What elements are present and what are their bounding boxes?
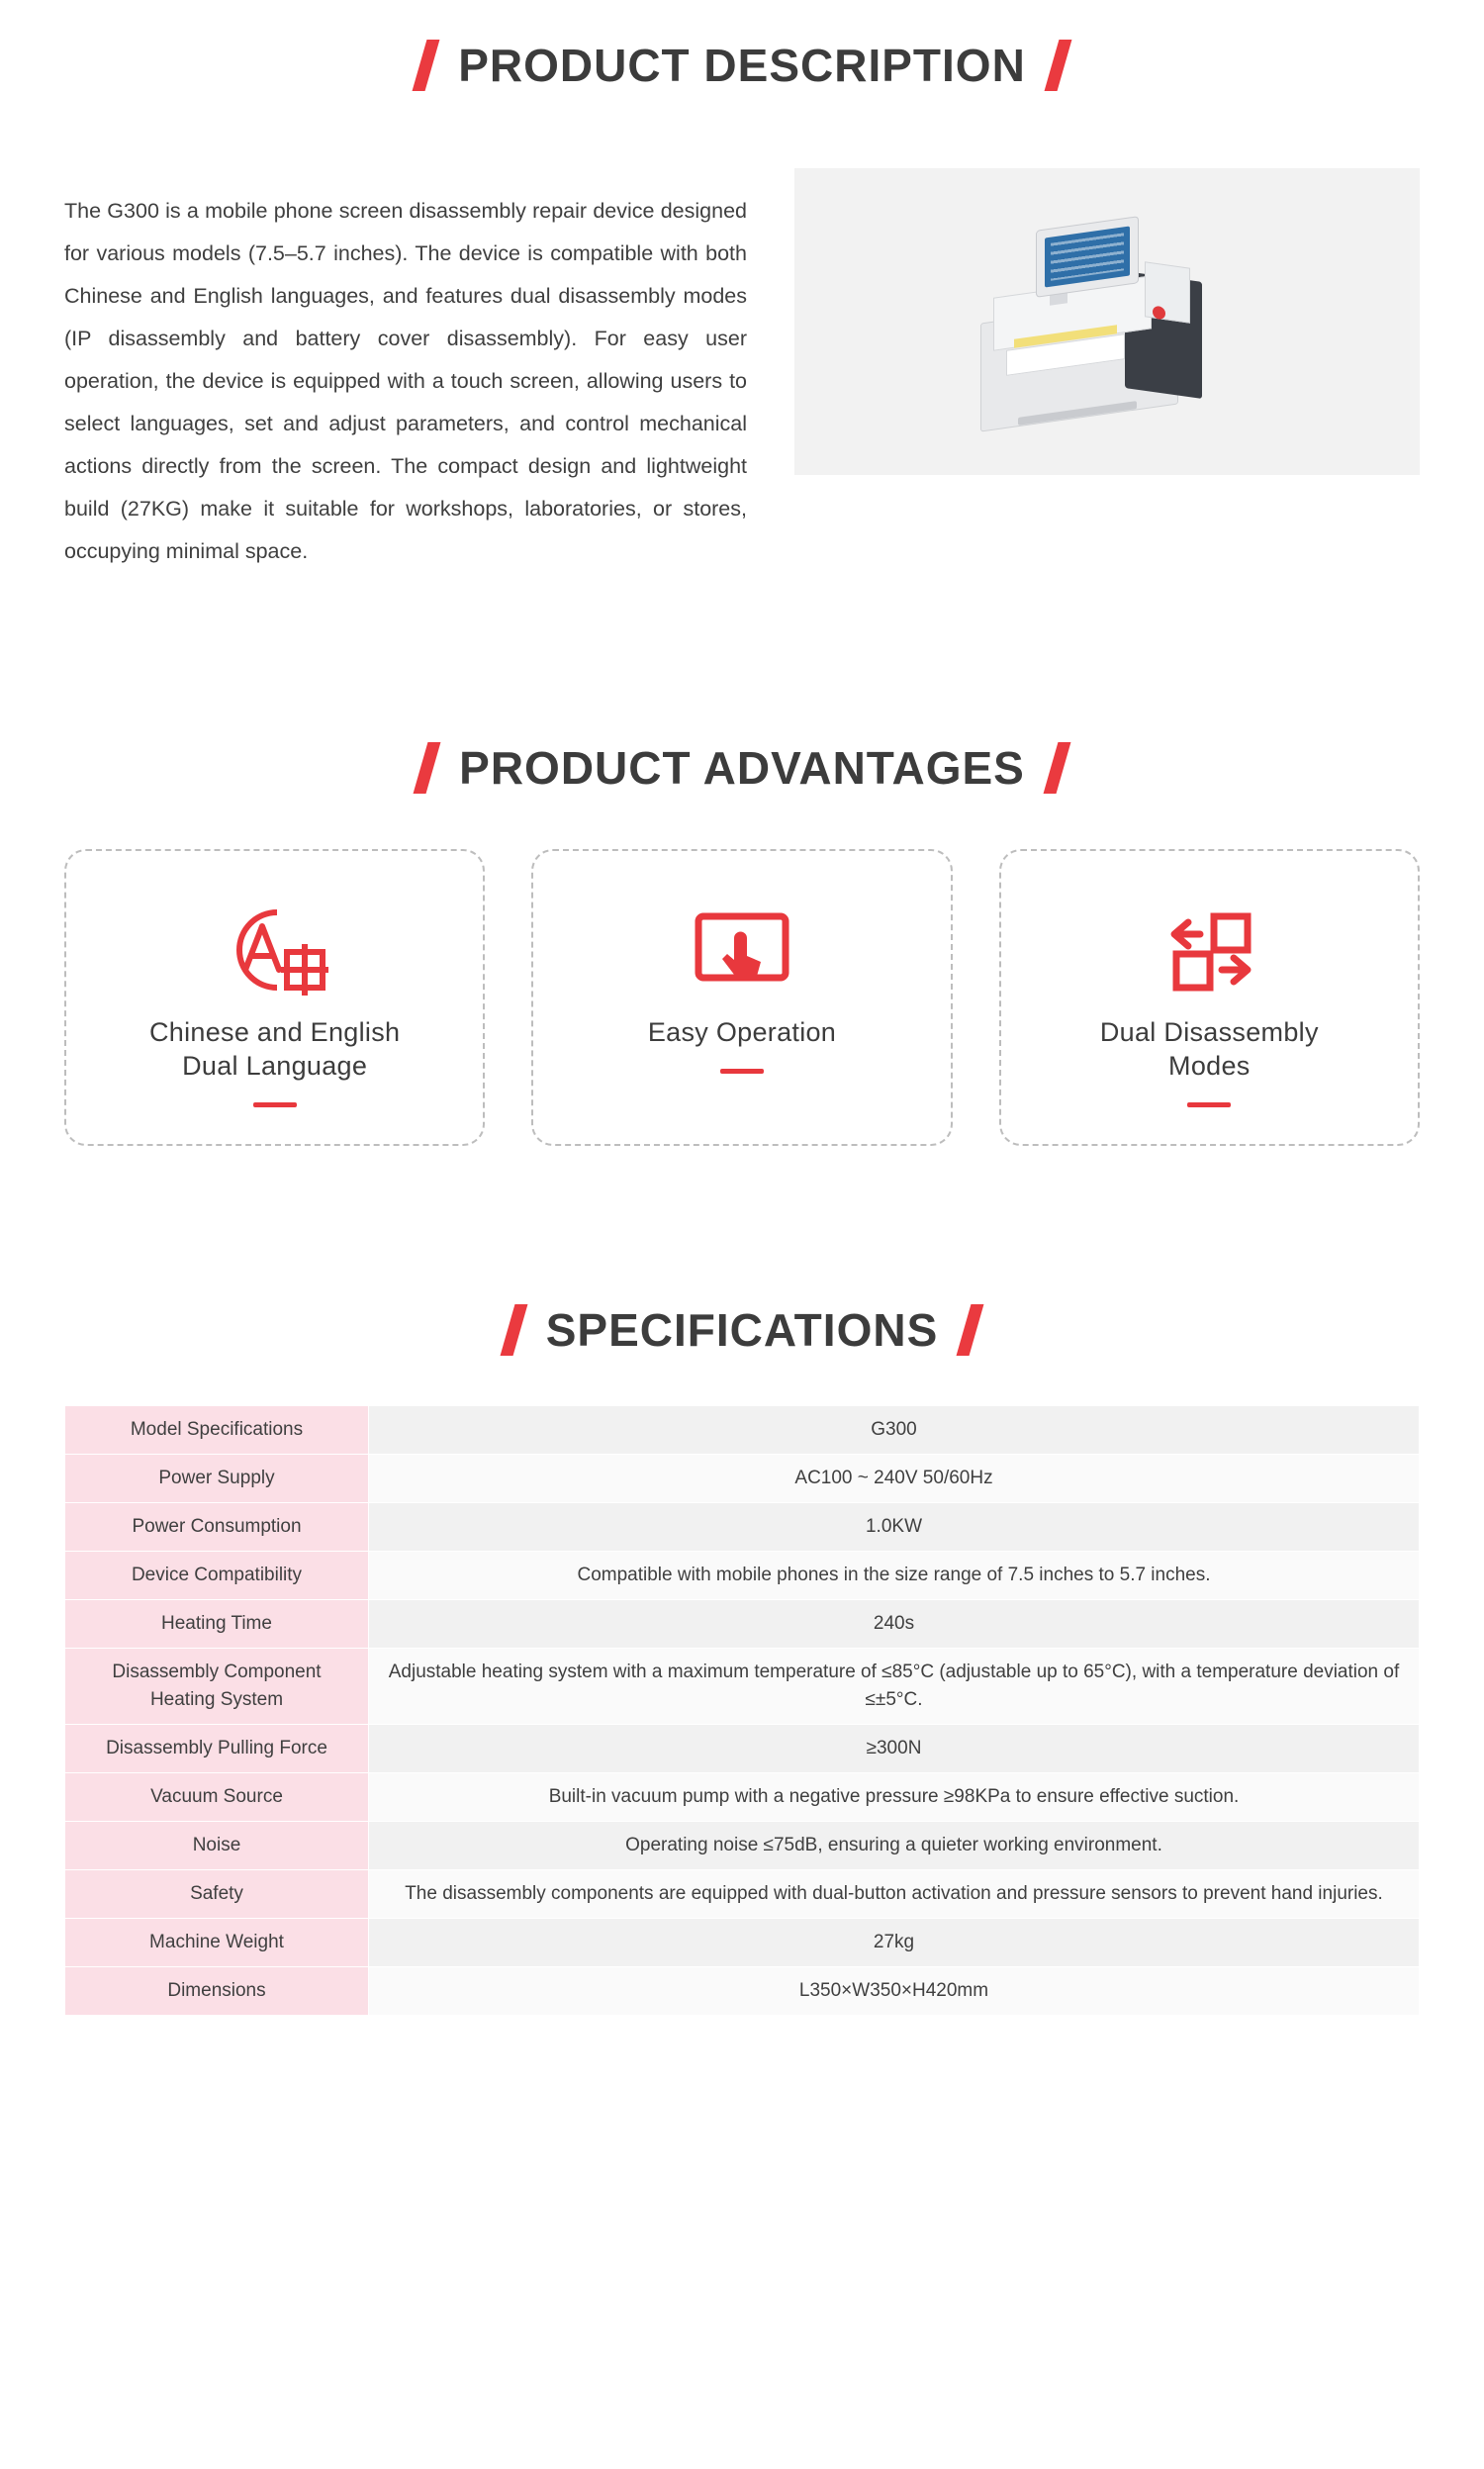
spec-value: Compatible with mobile phones in the size range of 7.5 inches to 5.7 inches. <box>369 1552 1420 1600</box>
language-letter-a-icon <box>216 899 334 1001</box>
slash-decoration-right <box>957 1304 984 1356</box>
spec-key: Heating Time <box>65 1600 369 1649</box>
spec-key: Vacuum Source <box>65 1773 369 1822</box>
spec-value: L350×W350×H420mm <box>369 1967 1420 2016</box>
table-row <box>65 1967 1420 2016</box>
spec-key: Machine Weight <box>65 1919 369 1967</box>
table-row <box>65 1600 1420 1649</box>
spec-key: Safety <box>65 1870 369 1919</box>
product-advantages-heading <box>64 742 1420 794</box>
table-row <box>65 1725 1420 1773</box>
table-row <box>65 1649 1420 1725</box>
advantage-underline <box>1187 1102 1231 1107</box>
touch-screen-hand-icon <box>685 899 798 1001</box>
spec-value: Built-in vacuum pump with a negative pressure ≥98KPa to ensure effective suction. <box>369 1773 1420 1822</box>
slash-decoration-right <box>1044 40 1071 91</box>
spec-key: Device Compatibility <box>65 1552 369 1600</box>
advantage-label: Easy Operation <box>647 1017 837 1047</box>
spec-value: Adjustable heating system with a maximum temperature of ≤85°C (adjustable up to 65°C), with a temperature deviation of ≤±5°C. <box>369 1649 1420 1725</box>
table-row <box>65 1773 1420 1822</box>
spec-value: 1.0KW <box>369 1503 1420 1552</box>
product-description-text: The G300 is a mobile phone screen disassembly repair device designed for various models (7.5–5.7 inches). The device is compatible with both Chinese and English languages, and features dual disassembly modes (IP disassembly and battery cover disassembly). For easy user operation, the device is equipped with a touch screen, allowing users to select languages, set and adjust parameters, and control mechanical actions directly from the screen. The compact design and lightweight build (27KG) make it suitable for workshops, laboratories, or stores, occupying minimal space. <box>64 198 747 563</box>
spec-value: Operating noise ≤75dB, ensuring a quieter working environment. <box>369 1822 1420 1870</box>
specifications-title: SPECIFICATIONS <box>545 1304 939 1356</box>
product-page <box>0 40 1484 2055</box>
advantage-underline <box>253 1102 297 1107</box>
slash-decoration-left <box>500 1304 527 1356</box>
spec-value: G300 <box>369 1406 1420 1455</box>
table-row <box>65 1406 1420 1455</box>
advantage-label: Chinese and English Dual Language <box>148 1017 401 1081</box>
slash-decoration-left <box>414 742 441 794</box>
advantage-card-dual-language <box>64 849 485 1146</box>
product-image <box>794 168 1420 475</box>
table-row <box>65 1870 1420 1919</box>
table-row <box>65 1552 1420 1600</box>
table-row <box>65 1822 1420 1870</box>
spec-key: Disassembly Component Heating System <box>65 1649 369 1725</box>
spec-value: The disassembly components are equipped with dual-button activation and pressure sensors to prevent hand injuries. <box>369 1870 1420 1919</box>
specifications-heading <box>64 1304 1420 1356</box>
advantages-list <box>64 849 1420 1146</box>
machine-illustration-icon <box>959 216 1255 428</box>
slash-decoration-right <box>1043 742 1070 794</box>
spec-value: AC100 ~ 240V 50/60Hz <box>369 1455 1420 1503</box>
spec-key: Power Consumption <box>65 1503 369 1552</box>
advantage-card-dual-modes <box>999 849 1420 1146</box>
dual-mode-arrows-icon <box>1153 899 1266 1001</box>
product-advantages-title: PRODUCT ADVANTAGES <box>459 742 1025 794</box>
product-description-heading <box>64 40 1420 91</box>
advantage-card-easy-operation <box>531 849 952 1146</box>
table-row <box>65 1455 1420 1503</box>
spec-value: ≥300N <box>369 1725 1420 1773</box>
table-row <box>65 1919 1420 1967</box>
specifications-table <box>64 1405 1420 2016</box>
spec-key: Dimensions <box>65 1967 369 2016</box>
product-description-title: PRODUCT DESCRIPTION <box>458 40 1026 91</box>
spec-key: Noise <box>65 1822 369 1870</box>
product-description-section <box>64 168 1420 594</box>
spec-value: 27kg <box>369 1919 1420 1967</box>
slash-decoration-left <box>413 40 440 91</box>
spec-key: Disassembly Pulling Force <box>65 1725 369 1773</box>
advantage-underline <box>720 1069 764 1074</box>
spec-key: Power Supply <box>65 1455 369 1503</box>
table-row <box>65 1503 1420 1552</box>
spec-value: 240s <box>369 1600 1420 1649</box>
advantage-label: Dual Disassembly Modes <box>1099 1017 1319 1081</box>
spec-key: Model Specifications <box>65 1406 369 1455</box>
specifications-table-body <box>65 1406 1420 2016</box>
